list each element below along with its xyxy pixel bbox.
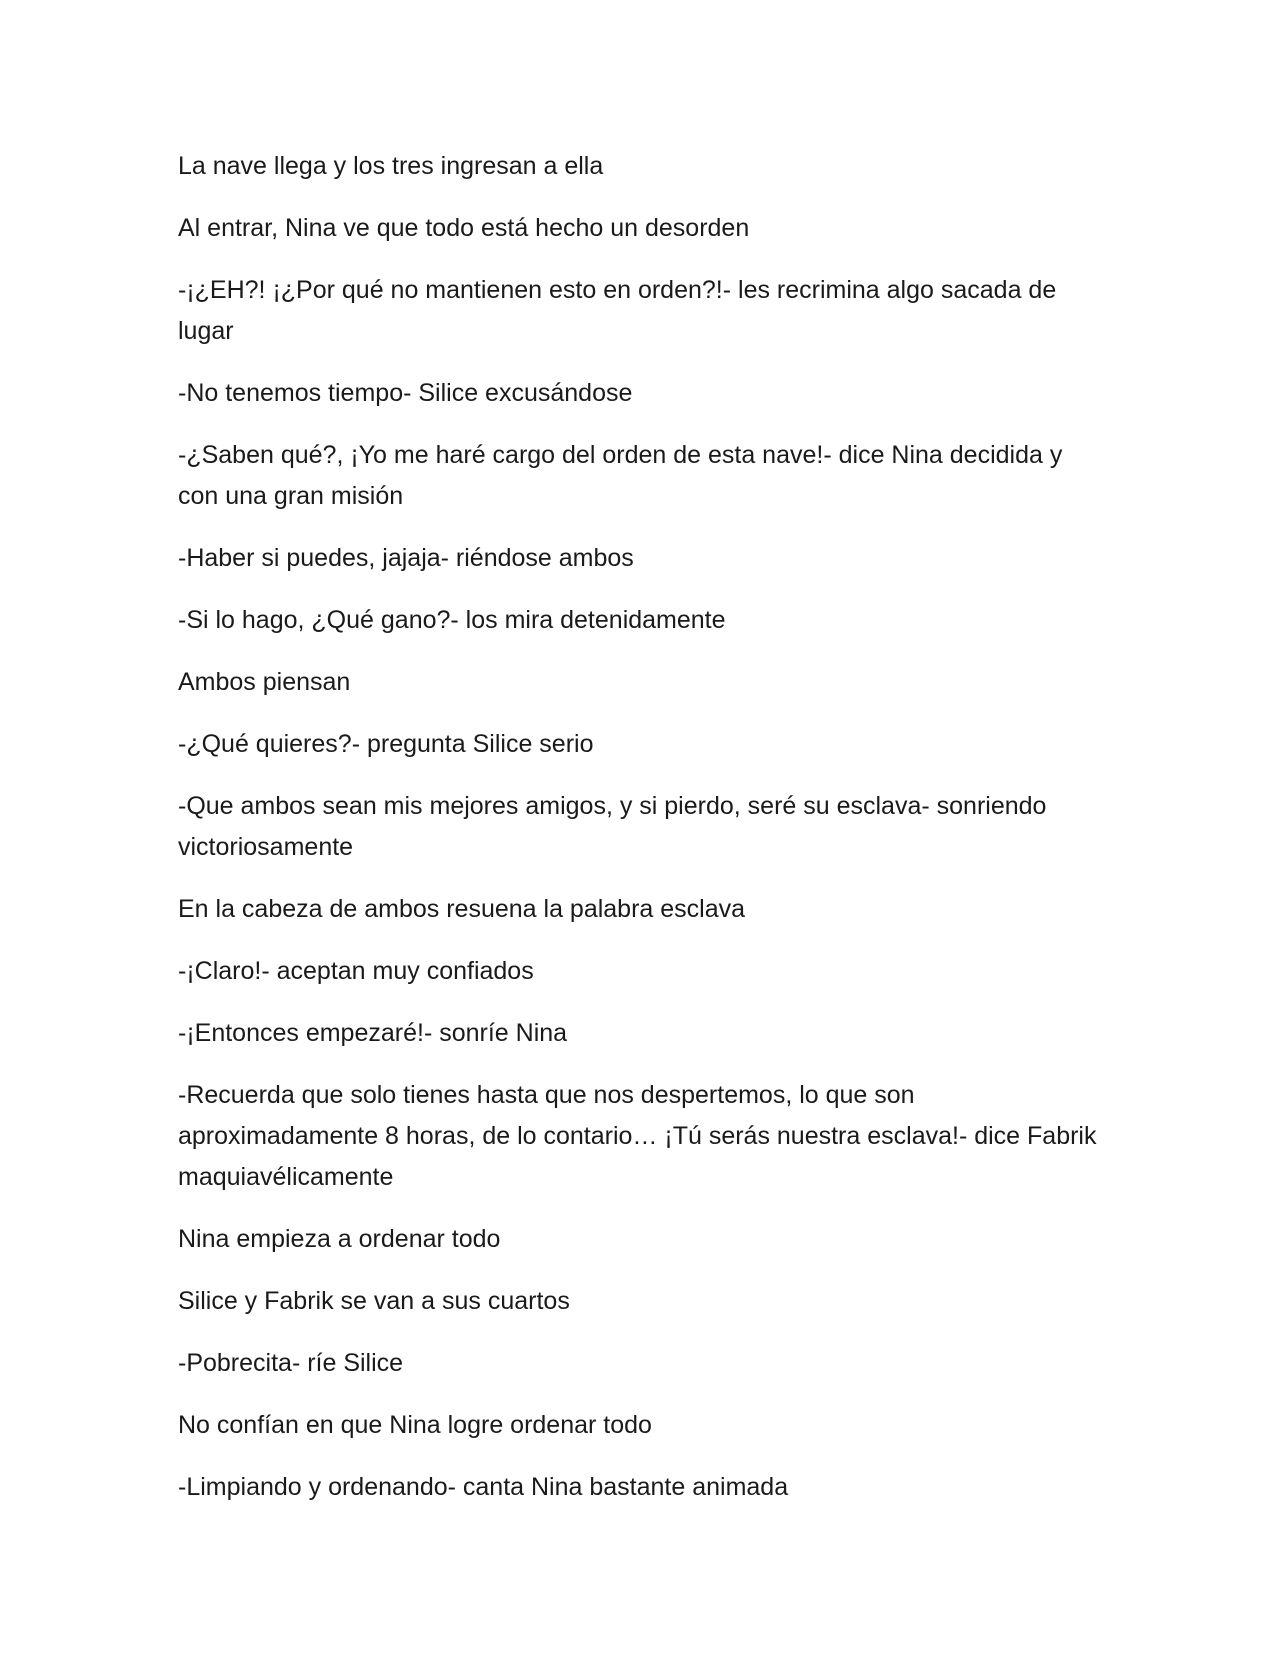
- paragraph: -Si lo hago, ¿Qué gano?- los mira detenidamente: [178, 606, 726, 634]
- paragraph: En la cabeza de ambos resuena la palabra esclava: [178, 895, 746, 923]
- paragraph: -¡¿EH?! ¡¿Por qué no mantienen esto en orden?!- les recrimina algo sacada de lugar: [178, 276, 1057, 345]
- paragraph: -Que ambos sean mis mejores amigos, y si pierdo, seré su esclava- sonriendo victoriosamente: [178, 792, 1047, 861]
- paragraph: -¡Claro!- aceptan muy confiados: [178, 957, 534, 985]
- paragraph: -No tenemos tiempo- Silice excusándose: [178, 379, 633, 407]
- paragraph: Ambos piensan: [178, 668, 351, 696]
- paragraph: -Pobrecita- ríe Silice: [178, 1349, 404, 1377]
- paragraph: -Haber si puedes, jajaja- riéndose ambos: [178, 544, 634, 572]
- paragraph: No confían en que Nina logre ordenar todo: [178, 1411, 652, 1439]
- paragraph: -Limpiando y ordenando- canta Nina bastante animada: [178, 1473, 789, 1501]
- paragraph: -Recuerda que solo tienes hasta que nos despertemos, lo que son aproximadamente 8 horas, de lo contario… ¡Tú serás nuestra esclava!- dice Fabrik maquiavélicamente: [178, 1081, 1097, 1191]
- document-body: [178, 146, 1108, 1529]
- paragraph: La nave llega y los tres ingresan a ella: [178, 152, 604, 180]
- paragraph: -¡Entonces empezaré!- sonríe Nina: [178, 1019, 568, 1047]
- paragraph: Nina empieza a ordenar todo: [178, 1225, 501, 1253]
- paragraph: Al entrar, Nina ve que todo está hecho un desorden: [178, 214, 750, 242]
- paragraph: Silice y Fabrik se van a sus cuartos: [178, 1287, 570, 1315]
- paragraph: -¿Saben qué?, ¡Yo me haré cargo del orden de esta nave!- dice Nina decidida y con una gran misión: [178, 441, 1063, 510]
- paragraph: -¿Qué quieres?- pregunta Silice serio: [178, 730, 594, 758]
